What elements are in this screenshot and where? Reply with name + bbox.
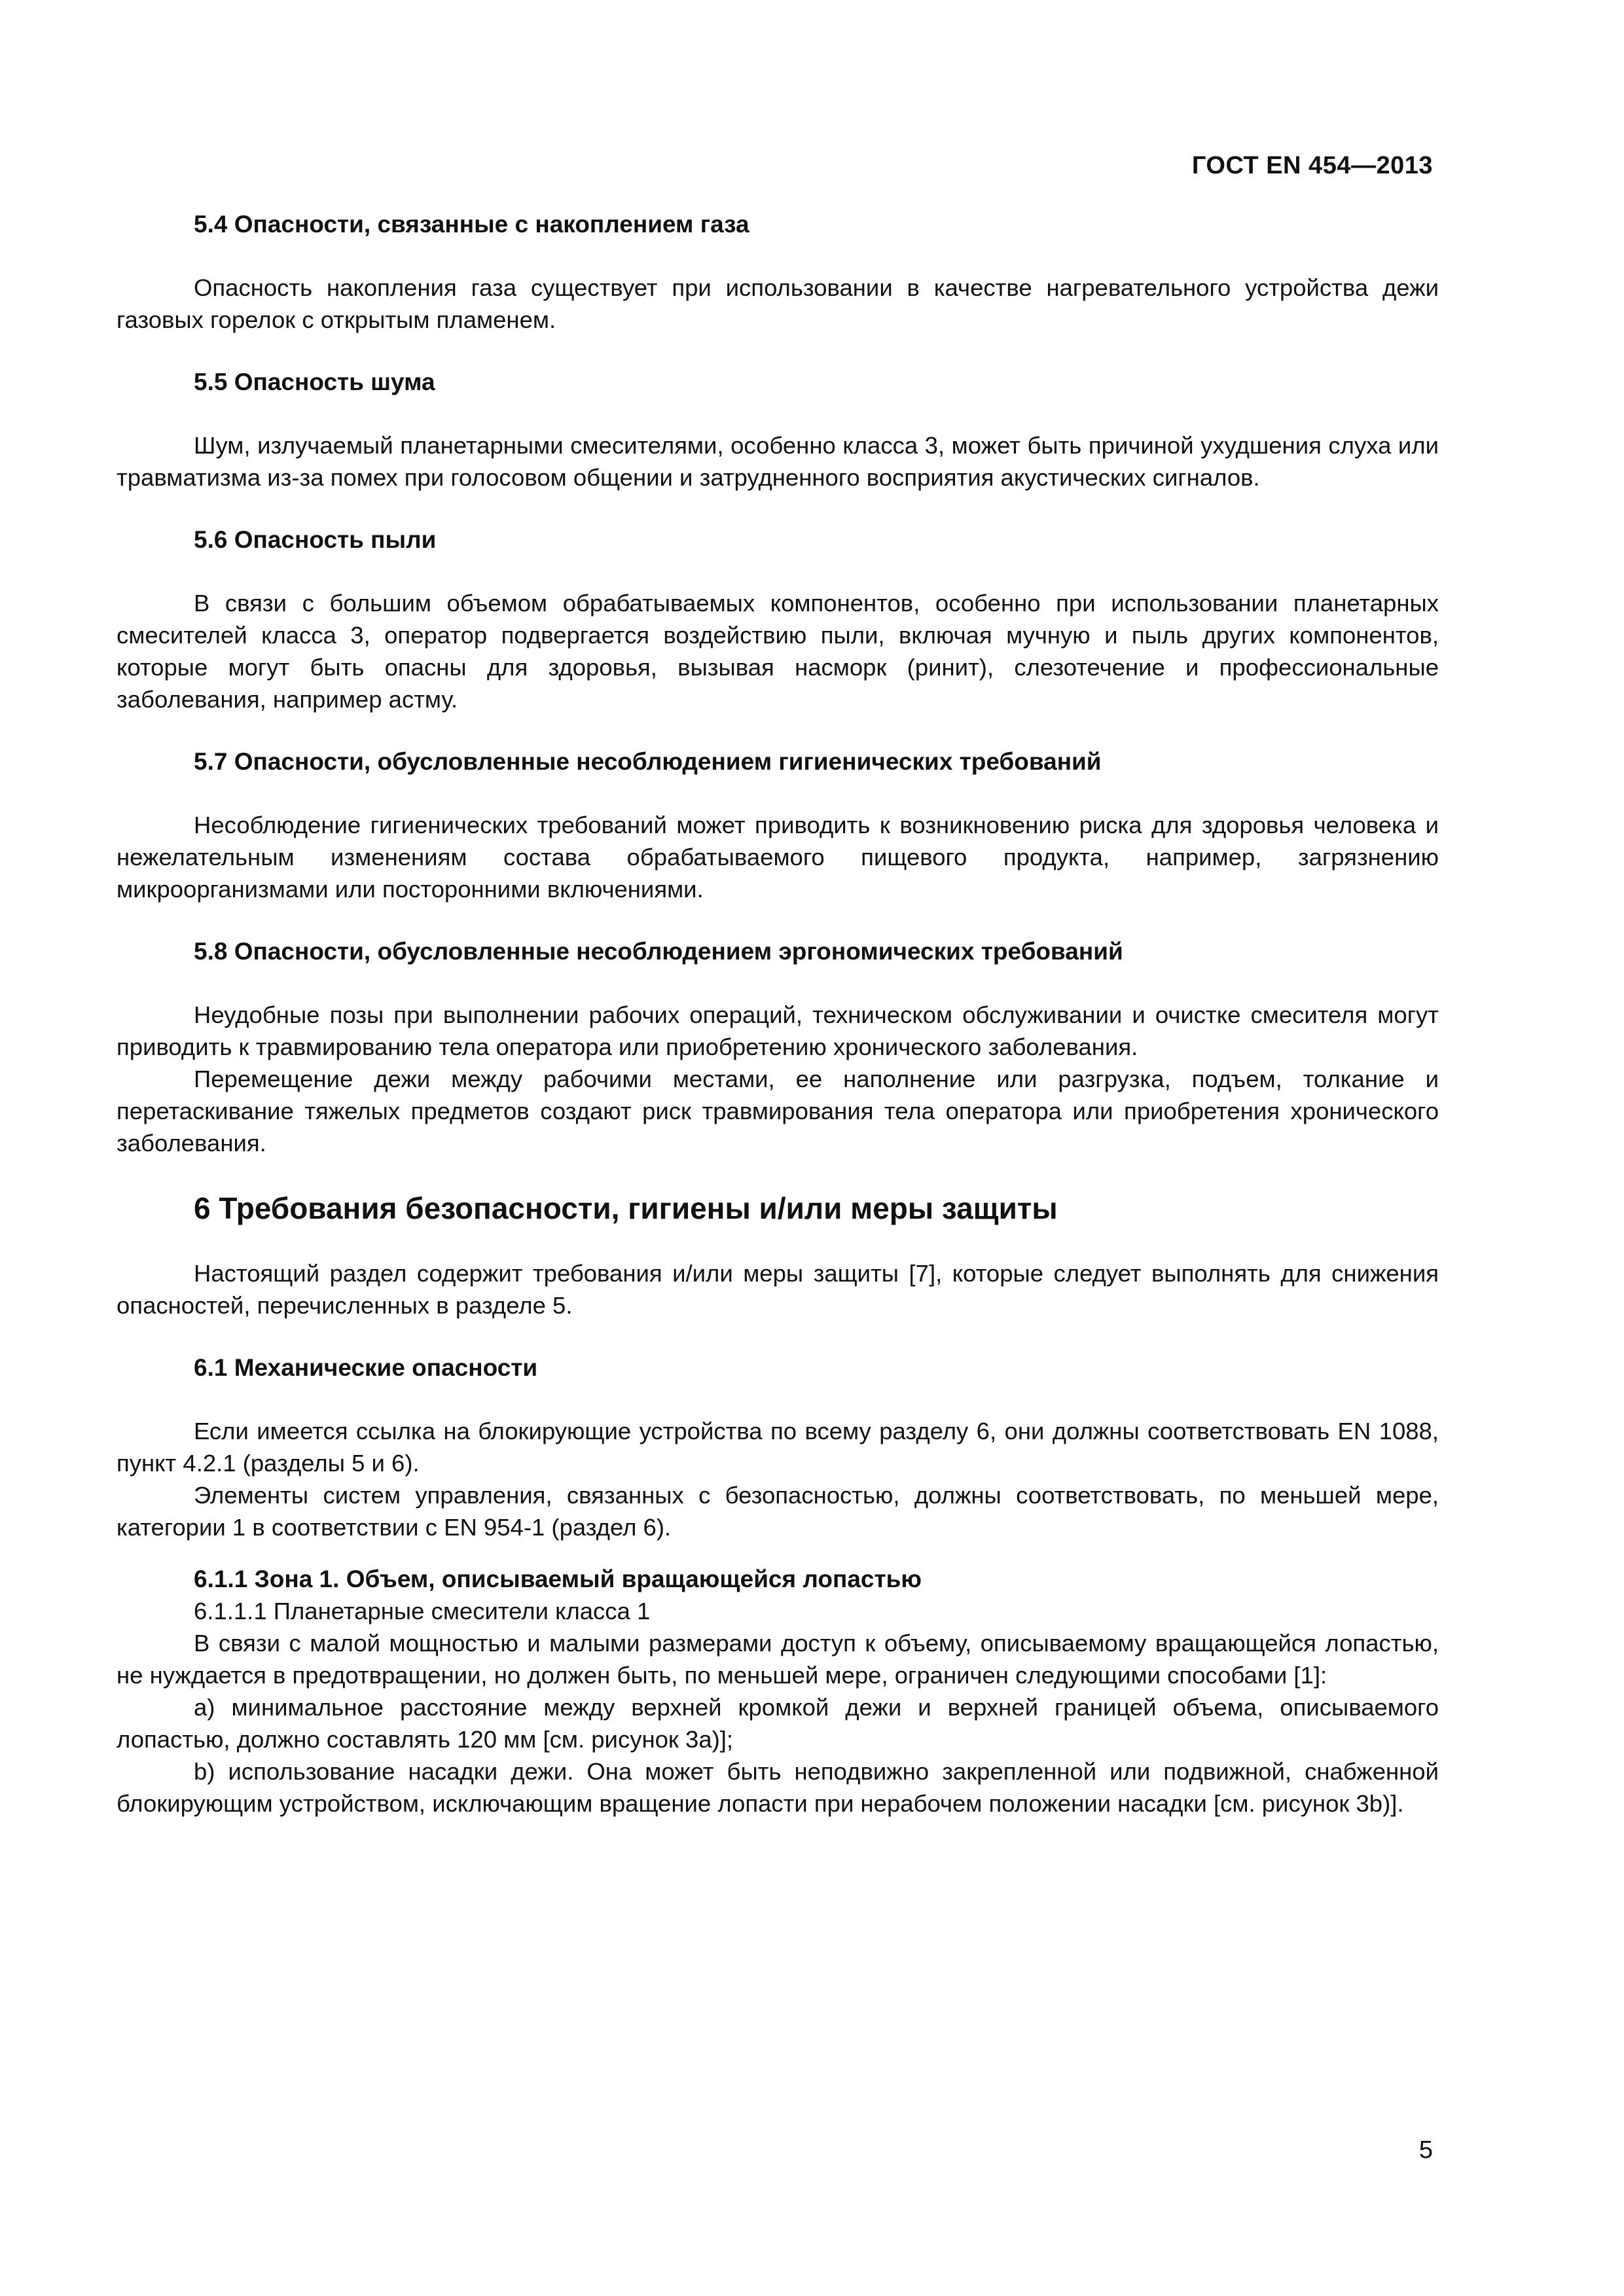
section-5-6-title: 5.6 Опасность пыли bbox=[194, 526, 437, 553]
section-5-5-paragraph: Шум, излучаемый планетарными смесителями, особенно класса 3, может быть причиной ухудшения слуха или травматизма из-за помех при голосовом общении и затрудненного восприятия акустических сигналов. bbox=[117, 432, 1439, 491]
section-6-1-paragraph-1: Если имеется ссылка на блокирующие устройства по всему разделу 6, они должны соответствовать EN 1088, пункт 4.2.1 (разделы 5 и 6). bbox=[117, 1418, 1439, 1477]
section-6-paragraph: Настоящий раздел содержит требования и/или меры защиты [7], которые следует выполнять для снижения опасностей, перечисленных в разделе 5. bbox=[117, 1260, 1439, 1319]
section-6-1-1-paragraph: В связи с малой мощностью и малыми размерами доступ к объему, описываемому вращающейся лопастью, не нуждается в предотвращении, но должен быть, по меньшей мере, ограничен следующими способами [1]: bbox=[117, 1630, 1439, 1689]
section-6-1-1-item-a: а) минимальное расстояние между верхней кромкой дежи и верхней границей объема, описываемого лопастью, должно составлять 120 мм [см. рисунок 3а)]; bbox=[117, 1694, 1439, 1753]
document-body bbox=[117, 208, 1439, 1820]
section-5-5-title: 5.5 Опасность шума bbox=[194, 368, 435, 395]
section-5-4-title: 5.4 Опасности, связанные с накоплением газа bbox=[194, 211, 749, 238]
section-6-1-1-item-b: b) использование насадки дежи. Она может быть неподвижно закрепленной или подвижной, снабженной блокирующим устройством, исключающим вращение лопасти при нерабочем положении насадки [см. рисунок 3b)]. bbox=[117, 1758, 1439, 1817]
section-6-title: 6 Требования безопасности, гигиены и/или меры защиты bbox=[194, 1191, 1058, 1225]
section-6-1-paragraph-2: Элементы систем управления, связанных с безопасностью, должны соответствовать, по меньшей мере, категории 1 в соответствии с EN 954-1 (раздел 6). bbox=[117, 1482, 1439, 1541]
section-5-7-paragraph: Несоблюдение гигиенических требований может приводить к возникновению риска для здоровья человека и нежелательным изменениям состава обрабатываемого пищевого продукта, например, загрязнению микроорганизмами или посторонними включениями. bbox=[117, 812, 1439, 903]
section-5-8-paragraph-1: Неудобные позы при выполнении рабочих операций, техническом обслуживании и очистке смесителя могут приводить к травмированию тела оператора или приобретению хронического заболевания. bbox=[117, 1001, 1439, 1060]
section-5-6-paragraph: В связи с большим объемом обрабатываемых компонентов, особенно при использовании планетарных смесителей класса 3, оператор подвергается воздействию пыли, включая мучную и пыль других компонентов, которые могут быть опасны для здоровья, вызывая насморк (ринит), слезотечение и профессиональные заболевания, например астму. bbox=[117, 590, 1439, 713]
section-6-1-title: 6.1 Механические опасности bbox=[194, 1354, 538, 1381]
section-5-7-title: 5.7 Опасности, обусловленные несоблюдением гигиенических требований bbox=[194, 748, 1102, 775]
section-5-4-paragraph: Опасность накопления газа существует при использовании в качестве нагревательного устройства дежи газовых горелок с открытым пламенем. bbox=[117, 274, 1439, 333]
section-6-1-1-1-subtitle: 6.1.1.1 Планетарные смесители класса 1 bbox=[194, 1598, 651, 1624]
section-6-1-1-title: 6.1.1 Зона 1. Объем, описываемый вращающейся лопастью bbox=[194, 1566, 922, 1592]
section-5-8-title: 5.8 Опасности, обусловленные несоблюдением эргономических требований bbox=[194, 938, 1123, 965]
section-5-8-paragraph-2: Перемещение дежи между рабочими местами, ее наполнение или разгрузка, подъем, толкание и перетаскивание тяжелых предметов создают риск травмирования тела оператора или приобретения хронического заболевания. bbox=[117, 1066, 1439, 1157]
document-header-id: ГОСТ EN 454—2013 bbox=[1191, 152, 1433, 179]
page-number: 5 bbox=[1418, 2136, 1433, 2164]
